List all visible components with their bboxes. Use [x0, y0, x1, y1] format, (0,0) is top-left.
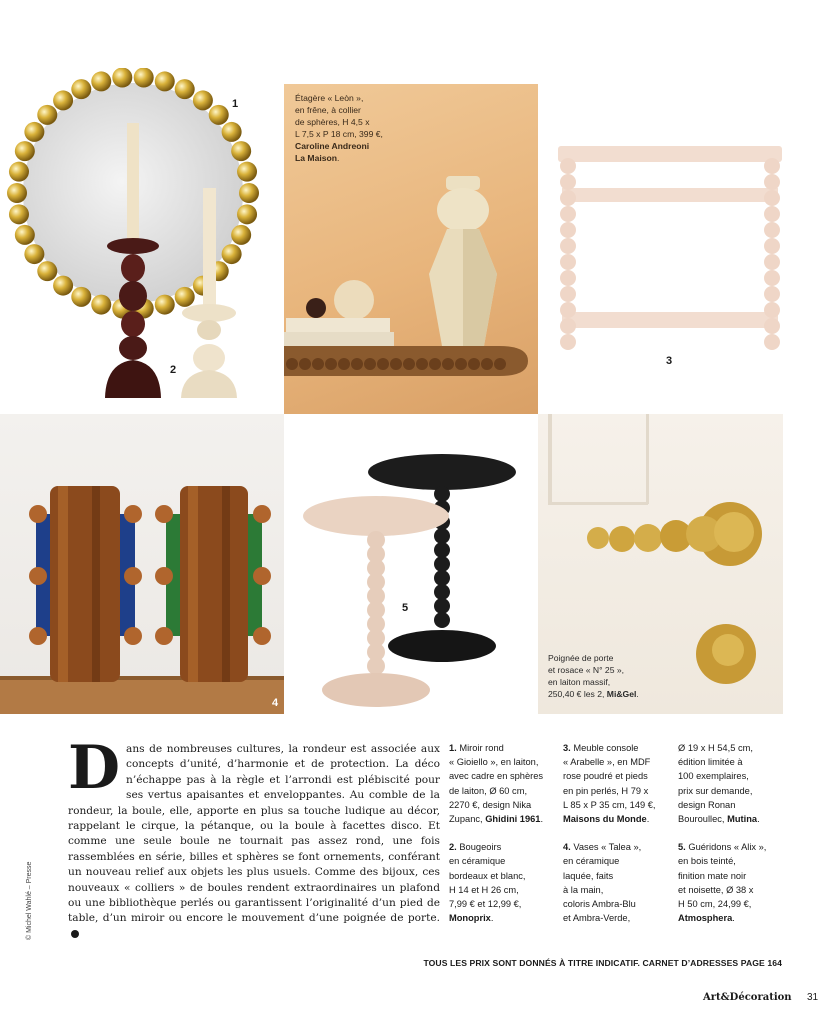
address-book-link: CARNET D’ADRESSES PAGE 164: [642, 958, 782, 968]
console-illustration: [538, 68, 837, 414]
caption-end: .: [337, 153, 340, 163]
product-number: 5.: [678, 842, 686, 853]
product-5: [678, 840, 788, 925]
caption-line: Étagère « Leòn »,: [295, 93, 364, 103]
photo-console-arabelle: [538, 68, 837, 414]
product-line: laquée, faits: [563, 870, 614, 881]
product-number: 3.: [563, 743, 571, 753]
product-line: 7,99 € et 12,99 €,: [449, 899, 522, 910]
product-brand: Atmosphera: [678, 913, 733, 924]
caption-brand: La Maison: [295, 153, 338, 163]
leg-bead: [764, 318, 780, 334]
product-line: rose poudré et pieds: [563, 771, 648, 782]
product-brand: Maisons du Monde: [563, 814, 647, 825]
product-line: édition limitée à: [678, 757, 743, 768]
stem-bead: [434, 486, 450, 502]
gold-bead: [71, 287, 91, 307]
wooden-bead: [481, 358, 493, 370]
vase-blue: [29, 486, 142, 682]
leg-bead: [560, 334, 576, 350]
cream-sphere: [334, 280, 374, 320]
product-line: en céramique: [563, 856, 620, 867]
gold-bead: [24, 244, 44, 264]
gold-bead: [175, 79, 195, 99]
caption-line: en frêne, à collier: [295, 105, 361, 115]
magazine-name: Art&Décoration: [703, 992, 792, 1003]
gold-bead: [9, 162, 29, 182]
gold-bead: [15, 225, 35, 245]
leg-bead: [764, 286, 780, 302]
caption-line: de sphères, H 4,5 x: [295, 117, 370, 127]
photo-number-5: 5: [402, 602, 409, 614]
product-line: Bouroullec,: [678, 814, 725, 825]
product-line: 2270 €, design Nika: [449, 799, 532, 810]
product-1: [449, 741, 554, 826]
wooden-bead: [312, 358, 324, 370]
gold-bead: [222, 122, 242, 142]
dark-sphere: [306, 298, 326, 318]
product-line: Ø 19 x H 54,5 cm,: [678, 743, 753, 753]
product-line: avec cadre en sphères: [449, 771, 544, 782]
leg-bead: [560, 254, 576, 270]
products-column-3: [678, 741, 788, 939]
stem-bead: [434, 612, 450, 628]
gold-bead: [91, 71, 111, 91]
leg-bead: [560, 318, 576, 334]
caption-line: en laiton massif,: [548, 677, 611, 687]
product-line: H 50 cm, 24,99 €,: [678, 899, 752, 910]
wooden-bead: [364, 358, 376, 370]
product-line: Meuble console: [573, 743, 639, 753]
leg-bead: [560, 270, 576, 286]
gold-bead: [239, 183, 259, 203]
product-brand: Monoprix: [449, 913, 491, 924]
photo-number-2: 2: [170, 364, 177, 376]
product-line: Zupanc,: [449, 814, 483, 825]
gold-bead: [209, 105, 229, 125]
gold-bead: [37, 105, 57, 125]
product-line: prix sur demande,: [678, 785, 753, 796]
product-line: de laiton, Ø 60 cm,: [449, 785, 528, 796]
product-line: coloris Ambra-Blu: [563, 899, 636, 910]
gold-bead: [175, 287, 195, 307]
caption-brand: Mi&Gel: [606, 689, 637, 699]
stem-bead: [434, 598, 450, 614]
product-line: Bougeoirs: [459, 842, 502, 853]
stem-bead: [434, 542, 450, 558]
wooden-bead: [403, 358, 415, 370]
stem-bead: [367, 657, 385, 675]
photo-number-1: 1: [232, 98, 239, 110]
wooden-bead: [416, 358, 428, 370]
page-number: 31: [807, 992, 819, 1003]
products-column-1: [449, 741, 554, 939]
leg-bead: [764, 158, 780, 174]
gold-bead: [134, 68, 154, 87]
product-line: finition mate noir: [678, 870, 747, 881]
article-body: [68, 733, 440, 942]
cream-vase: [429, 176, 497, 346]
caption-line: Poignée de porte: [548, 653, 614, 663]
gold-bead: [24, 122, 44, 142]
gold-bead: [7, 183, 27, 203]
product-line: « Gioiello », en laiton,: [449, 757, 539, 768]
product-line: 100 exemplaires,: [678, 771, 749, 782]
product-line: à la main,: [563, 884, 604, 895]
product-line: en pin perlés, H 79 x: [563, 785, 649, 796]
product-brand: Ghidini 1961: [485, 814, 541, 825]
brass-handle: [587, 502, 762, 566]
leg-bead: [560, 286, 576, 302]
leg-bead: [764, 190, 780, 206]
vases-illustration: [0, 414, 284, 714]
book: [286, 318, 390, 332]
console-top: [558, 146, 782, 162]
product-end: .: [540, 814, 544, 825]
blush-side-table: [303, 496, 449, 707]
product-line: et Ambra-Verde,: [563, 913, 631, 924]
stem-bead: [434, 556, 450, 572]
product-2: [449, 840, 554, 925]
caption-line: et rosace « N° 25 »,: [548, 665, 625, 675]
gold-bead: [222, 244, 242, 264]
product-3: [563, 741, 673, 826]
photo-mirror-candlesticks: [0, 68, 284, 414]
photo-number-3: 3: [666, 355, 673, 367]
drop-cap: D: [68, 733, 121, 803]
leg-bead: [764, 270, 780, 286]
leg-bead: [560, 158, 576, 174]
mirror-candlestick-illustration: [0, 68, 284, 414]
leg-bead: [560, 174, 576, 190]
wooden-bead: [286, 358, 298, 370]
gold-bead: [155, 295, 175, 315]
book: [284, 332, 394, 348]
leg-bead: [764, 174, 780, 190]
leg-bead: [560, 206, 576, 222]
console-bottom-shelf: [562, 312, 778, 328]
console-middle-shelf: [562, 188, 778, 202]
caption-line: 250,40 € les 2,: [548, 689, 605, 699]
product-line: et noisette, Ø 38 x: [678, 884, 754, 895]
product-line: « Arabelle », en MDF: [563, 757, 651, 768]
caption-line: L 7,5 x P 18 cm, 399 €,: [295, 129, 383, 139]
gold-bead: [112, 68, 132, 87]
product-line: Guéridons « Alix »,: [688, 842, 767, 853]
product-line: design Ronan: [678, 799, 736, 810]
photo-credit: © Michel Wahlé – Presse: [26, 861, 33, 940]
wooden-bead: [442, 358, 454, 370]
wooden-bead: [325, 358, 337, 370]
caption-end: .: [636, 689, 639, 699]
gold-bead: [155, 71, 175, 91]
gold-bead: [9, 204, 29, 224]
gold-bead: [71, 79, 91, 99]
wooden-bead: [429, 358, 441, 370]
product-line: en céramique: [449, 856, 506, 867]
product-brand: Mutina: [727, 814, 758, 825]
product-end: .: [757, 814, 760, 825]
photo-door-handle: [538, 414, 783, 714]
stem-bead: [434, 584, 450, 600]
wooden-bead: [494, 358, 506, 370]
gold-bead: [193, 90, 213, 110]
gold-bead: [15, 141, 35, 161]
leg-bead: [764, 238, 780, 254]
gold-bead: [231, 141, 251, 161]
leg-bead: [560, 190, 576, 206]
product-number: 4.: [563, 842, 571, 853]
gold-bead: [237, 204, 257, 224]
product-4: [563, 840, 673, 925]
product-end: .: [490, 913, 494, 924]
gold-bead: [91, 295, 111, 315]
product-line: bordeaux et blanc,: [449, 870, 526, 881]
product-end: .: [646, 814, 650, 825]
stem-bead: [434, 528, 450, 544]
wooden-bead: [390, 358, 402, 370]
leg-bead: [560, 238, 576, 254]
leg-bead: [764, 206, 780, 222]
side-tables-illustration: [284, 414, 538, 714]
gold-bead: [237, 162, 257, 182]
leg-bead: [764, 334, 780, 350]
stem-bead: [434, 570, 450, 586]
products-column-2: [563, 741, 673, 939]
vase-green: [155, 486, 271, 682]
wooden-bead: [299, 358, 311, 370]
leg-bead: [764, 254, 780, 270]
end-mark-icon: [71, 930, 79, 938]
article-text: ans de nombreuses cultures, la rondeur est associée aux concepts d’unité, d’harmonie et de protection. La déco n’échappe pas à la règle et l’arrondi est plébiscité pour ses vertus apaisantes et enveloppantes. Au comble de la rondeur, la boule, elle, apporte en plus sa touche ludique au décor, rappelant le cirque, la pétanque, ou la boule à facettes disco. Et comme une seule boule ne tournait pas assez rond, une fois rassemblées en série, billes et sphères se font ornements, conférant un nouveau relief aux objets les plus usuels. Comme des bijoux, ces nouveaux « colliers » de boules rendent extraordinaires un plafond ou une bibliothèque perlés ou garantissent l’originalité d’un pied de table, d’un miroir ou encore le mouvement d’une poignée de porte.: [68, 743, 440, 925]
black-side-table: [368, 454, 516, 662]
brass-rosette: [696, 624, 756, 684]
product-line: H 14 et H 26 cm,: [449, 884, 519, 895]
wooden-bead: [351, 358, 363, 370]
photo-vases-talea: [0, 414, 284, 714]
gold-bead: [53, 276, 73, 296]
leg-bead: [560, 222, 576, 238]
photo-shelf-leon: [284, 84, 538, 414]
prices-note: [400, 958, 782, 968]
product-line: L 85 x P 35 cm, 149 €,: [563, 799, 656, 810]
wooden-bead: [455, 358, 467, 370]
product-line: Miroir rond: [459, 743, 504, 753]
caption-shelf: [295, 92, 420, 164]
wooden-bead: [377, 358, 389, 370]
photo-number-4: 4: [272, 697, 279, 709]
gold-bead: [53, 90, 73, 110]
product-4-continued: [678, 741, 788, 826]
product-end: .: [732, 913, 735, 924]
gold-bead: [231, 225, 251, 245]
product-line: en bois teinté,: [678, 856, 736, 867]
shelf-sphere-collar: [286, 358, 506, 370]
leg-bead: [764, 302, 780, 318]
product-line: Vases « Talea »,: [573, 842, 642, 853]
leg-bead: [560, 302, 576, 318]
wooden-bead: [338, 358, 350, 370]
prices-disclaimer: TOUS LES PRIX SONT DONNÉS À TITRE INDICATIF.: [423, 958, 640, 968]
product-number: 2.: [449, 842, 457, 853]
leg-bead: [764, 222, 780, 238]
wooden-bead: [468, 358, 480, 370]
gold-bead: [37, 261, 57, 281]
caption-designer: Caroline Andreoni: [295, 141, 370, 151]
product-number: 1.: [449, 743, 457, 753]
caption-door-handle: [548, 652, 668, 700]
photo-side-tables-alix: [284, 414, 538, 714]
